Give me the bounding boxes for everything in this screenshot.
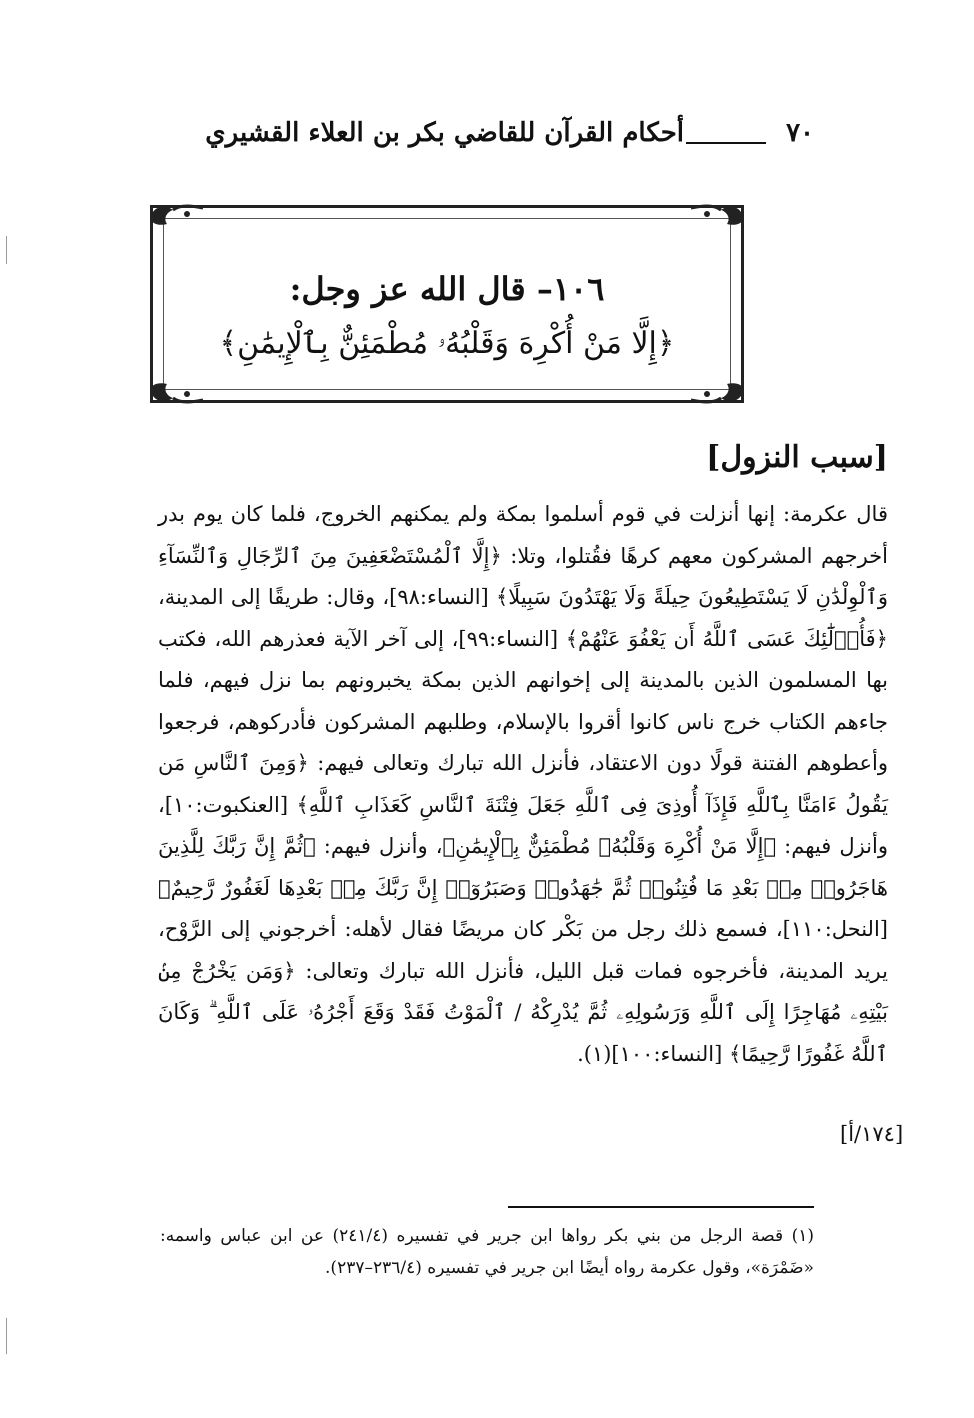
page-number: ٧٠	[786, 118, 814, 148]
corner-ornament-icon	[687, 200, 747, 240]
footnotes	[160, 1220, 814, 1284]
margin-folio-note: [١٧٤/أ]	[840, 1122, 904, 1146]
footnote-separator	[508, 1206, 814, 1208]
corner-ornament-icon	[147, 368, 207, 408]
verse-heading: ١٠٦– قال الله عز وجل:	[289, 270, 605, 308]
book-title: أحكام القرآن للقاضي بكر بن العلاء القشيري	[205, 118, 684, 148]
scan-edge-mark	[6, 1318, 7, 1354]
corner-ornament-icon	[147, 200, 207, 240]
verse-text: ﴿إِلَّا مَنْ أُكْرِهَ وَقَلْبُهُۥ مُطْمَئِنٌّ بِٱلْإِيمَٰنِ﴾	[219, 326, 675, 361]
page-header	[84, 112, 814, 158]
section-title: [سبب النزول]	[706, 440, 888, 475]
header-rule	[686, 142, 766, 144]
scan-edge-mark	[6, 236, 7, 264]
verse-frame	[150, 205, 744, 403]
body-text	[158, 494, 888, 1075]
corner-ornament-icon	[687, 368, 747, 408]
footnote-item: (١) قصة الرجل من بني بكر رواها ابن جرير في تفسيره (٢٤١/٤) عن ابن عباس واسمه: «ضَمْرَة»، وقول عكرمة رواه أيضًا ابن جرير في تفسيره (٢٣٦/٤–٢٣٧).	[160, 1226, 814, 1278]
body-paragraph: قال عكرمة: إنها أنزلت في قوم أسلموا بمكة ولم يمكنهم الخروج، فلما كان يوم بدر أخرجهم المشركون معهم كرهًا فقُتلوا، وتلا: ﴿إِلَّا ٱلْمُسْتَضْعَفِينَ مِنَ ٱلرِّجَالِ وَٱلنِّسَآءِ وَٱلْوِلْدَٰنِ لَا يَسْتَطِيعُونَ حِيلَةً وَلَا يَهْتَدُونَ سَبِيلًا﴾ [النساء:٩٨]، وقال: طريقًا إلى المدينة، ﴿فَأُو۟لَٰٓئِكَ عَسَى ٱللَّهُ أَن يَعْفُوَ عَنْهُمْ﴾ [النساء:٩٩]، إلى آخر الآية فعذرهم الله، فكتب بها المسلمون الذين بالمدينة إلى إخوانهم الذين بمكة يخبرونهم بما نزل فيهم، فلما جاءهم الكتاب خرج ناس كانوا أقروا بالإسلام، وطلبهم المشركون فأدركوهم، فرجعوا وأعطوهم الفتنة قولًا دون الاعتقاد، فأنزل الله تبارك وتعالى فيهم: ﴿وَمِنَ ٱلنَّاسِ مَن يَقُولُ ءَامَنَّا بِٱللَّهِ فَإِذَآ أُوذِىَ فِى ٱللَّهِ جَعَلَ فِتْنَةَ ٱلنَّاسِ كَعَذَابِ ٱللَّهِ﴾ [العنكبوت:١٠]، وأنزل فيهم: ﴿إِلَّا مَنْ أُكْرِهَ وَقَلْبُهُۥ مُطْمَئِنٌّ بِٱلْإِيمَٰنِ﴾، وأنزل فيهم: ﴿ثُمَّ إِنَّ رَبَّكَ لِلَّذِينَ هَاجَرُوا۟ مِنۢ بَعْدِ مَا فُتِنُوا۟ ثُمَّ جَٰهَدُوا۟ وَصَبَرُوٓا۟ إِنَّ رَبَّكَ مِنۢ بَعْدِهَا لَغَفُورٌ رَّحِيمٌ﴾ [النحل:١١٠]، فسمع ذلك رجل من بَكْر كان مريضًا فقال لأهله: أخرجوني إلى الرَّوْح، يريد المدينة، فأخرجوه فمات قبل الليل، فأنزل الله تبارك وتعالى: ﴿وَمَن يَخْرُجْ مِنۢ بَيْتِهِۦ مُهَاجِرًا إِلَى ٱللَّهِ وَرَسُولِهِۦ ثُمَّ يُدْرِكْهُ / ٱلْمَوْتُ فَقَدْ وَقَعَ أَجْرُهُۥ عَلَى ٱللَّهِ ۗ وَكَانَ ٱللَّهُ غَفُورًا رَّحِيمًا﴾ [النساء:١٠٠](١).	[158, 502, 888, 1066]
